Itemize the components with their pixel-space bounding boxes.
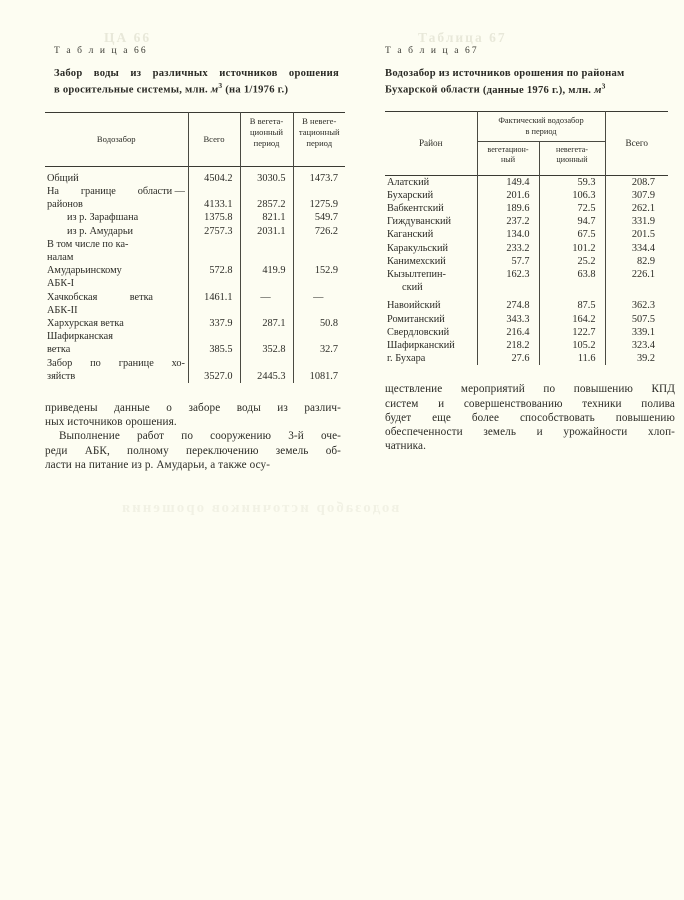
word: и (438, 397, 445, 410)
table-67-row-district-continuation: ский (402, 282, 423, 294)
table-66-cell-nonvegetation: 1081.7 (293, 370, 345, 383)
word: данные (114, 401, 150, 414)
table-row (385, 352, 668, 365)
table-row (385, 313, 668, 326)
table-66-cell-vegetation: 2857.2 (240, 198, 293, 211)
table-67-row-district: Каганский (387, 229, 434, 241)
table-67-cell-nonvegetation: 63.8 (539, 268, 605, 281)
table-66-cell-total (188, 277, 240, 290)
table-67-cell-empty (605, 281, 668, 294)
table-67-cell-total: 262.1 (605, 202, 668, 215)
table-67-head (385, 111, 668, 175)
table-67-cell-total: 39.2 (605, 352, 668, 365)
word: воды (236, 401, 261, 414)
bleed-through-left: ЦА 66 (104, 30, 152, 45)
table-67-row-district: Гиждуванский (387, 216, 451, 228)
table-66-cell-vegetation (240, 357, 293, 370)
table-66-cell-nonvegetation: 50.8 (293, 317, 345, 330)
table-66 (45, 112, 345, 383)
table-66-cell-total: 3527.0 (188, 370, 240, 383)
paragraph-3-line-1 (385, 382, 675, 396)
table-66-cell-nonvegetation: 549.7 (293, 211, 345, 224)
paragraph-2-line-1 (45, 429, 341, 443)
table-67-body (385, 175, 668, 365)
table-67-cell-total: 339.1 (605, 326, 668, 339)
table-67-header-nonvegetation (539, 141, 605, 175)
table-67-caption (385, 67, 675, 98)
word: по (90, 357, 101, 369)
table-66-cell-vegetation (240, 304, 293, 317)
paragraph-3 (385, 382, 675, 453)
table-67-header-group (477, 111, 605, 141)
table-66-row-label: Общий (47, 172, 79, 184)
table-66-cell-total (188, 185, 240, 198)
word: о (166, 401, 172, 414)
table-66-cell-vegetation (240, 251, 293, 264)
table-66-header-waterintake: Водозабор (96, 133, 136, 144)
word: оче- (320, 430, 341, 443)
table-row (45, 198, 345, 211)
word: границе (118, 357, 154, 369)
table-66-cell-vegetation: — (240, 291, 293, 304)
table-66-unit-exp: 3 (218, 81, 223, 91)
word: сооружению (210, 430, 272, 443)
table-67-cell-total: 362.3 (605, 299, 668, 312)
table-67-cell-vegetation: 218.2 (477, 339, 539, 352)
hdr67-veg-l2: ный (500, 155, 516, 165)
table-66-cell-nonvegetation: 32.7 (293, 343, 345, 356)
table-67-cell-nonvegetation: 106.3 (539, 189, 605, 202)
word: и (536, 425, 543, 438)
table-67-header-vegetation (477, 141, 539, 175)
table-66-cell-total (188, 238, 240, 251)
word: переключению (186, 444, 259, 457)
table-row (45, 291, 345, 304)
table-66-row-label (45, 357, 188, 370)
hdr-nonveg-l3: период (306, 138, 333, 149)
word: обеспеченности (385, 425, 463, 438)
table-67-cell-total: 507.5 (605, 313, 668, 326)
table-66-cell-nonvegetation (293, 330, 345, 343)
word: урожайности (563, 425, 628, 438)
word: мероприятий (460, 383, 525, 396)
table-66-row-label: АБК-II (47, 304, 78, 316)
word: Хачкобская (47, 291, 98, 303)
table-67-cell-nonvegetation: 122.7 (539, 326, 605, 339)
table-66-unit-m: м (210, 84, 219, 96)
table-66-cell-vegetation (240, 185, 293, 198)
table-67-cell-vegetation: 27.6 (477, 352, 539, 365)
word: области — (137, 185, 185, 197)
paragraph-1-line-2: ных источников орошения. (45, 416, 177, 429)
table-row (45, 238, 345, 251)
right-column (385, 0, 675, 453)
table-67 (385, 111, 668, 366)
table-67-cell-vegetation: 343.3 (477, 313, 539, 326)
table-67-cell-vegetation: 237.2 (477, 215, 539, 228)
table-66-cell-nonvegetation (293, 277, 345, 290)
table-66-cell-vegetation: 2445.3 (240, 370, 293, 383)
table-66-cell-vegetation: 287.1 (240, 317, 293, 330)
table-66-row-label: Хархурская ветка (47, 317, 124, 329)
table-67-cell-nonvegetation: 101.2 (539, 242, 605, 255)
table-67-row-district: Канимехский (387, 255, 446, 267)
hdr-nonveg-l2: тационный (298, 127, 340, 138)
table-row (45, 317, 345, 330)
table-67-caption-line1: Водозабор из источников орошения (385, 68, 564, 79)
table-66-caption-line2b: (на 1/1976 г.) (222, 84, 289, 96)
table-67-cell-total: 331.9 (605, 215, 668, 228)
paragraph-3-line-4 (385, 425, 675, 439)
table-67-cell-vegetation: 134.0 (477, 228, 539, 241)
table-row (385, 228, 668, 241)
table-67-row-district: Вабкентский (387, 202, 444, 214)
word: еще (432, 411, 451, 424)
word: границе (80, 185, 116, 197)
word: способствовать (519, 411, 595, 424)
word: На (47, 185, 60, 197)
word: по (543, 383, 556, 396)
table-67-cell-total: 82.9 (605, 255, 668, 268)
table-66-cell-total (188, 251, 240, 264)
table-67-unit-m: м (594, 84, 602, 96)
paragraph-2-line-2 (45, 444, 341, 458)
paragraph-2 (45, 429, 341, 472)
table-66-cell-vegetation: 2031.1 (240, 225, 293, 238)
table-66-cell-total (188, 304, 240, 317)
table-67-cell-vegetation: 216.4 (477, 326, 539, 339)
table-row (385, 255, 668, 268)
table-66-caption-line1: Забор воды из различных источников орошения (54, 68, 339, 79)
table-row (385, 175, 668, 189)
table-66-cell-total: 4133.1 (188, 198, 240, 211)
table-67-number: Т а б л и ц а 67 (385, 46, 479, 56)
bleed-through-right: Таблица 67 (418, 30, 507, 45)
table-66-row-label (45, 291, 188, 304)
word: заборе (188, 401, 221, 414)
table-67-row-district: Кызылтепин- (387, 268, 446, 280)
word: повышению (573, 383, 633, 396)
bleed-through-middle: водозабор источников орошения (120, 500, 400, 516)
hdr-nonveg-l1: В невеге- (302, 115, 337, 126)
word: хлоп- (648, 425, 675, 438)
table-66-cell-total: 1461.1 (188, 291, 240, 304)
table-66-cell-nonvegetation: 152.9 (293, 264, 345, 277)
table-66-cell-total: 2757.3 (188, 225, 240, 238)
paragraph-1-line-1 (45, 401, 341, 415)
table-row (45, 166, 345, 185)
table-66-cell-vegetation: 821.1 (240, 211, 293, 224)
table-67-row-district: Шафирканский (387, 339, 455, 351)
table-67-caption-line3a: (данные 1976 г.), млн. (482, 84, 595, 96)
table-66-cell-vegetation (240, 330, 293, 343)
table-67-cell-total: 201.5 (605, 228, 668, 241)
table-row (385, 339, 668, 352)
table-66-row-label: налам (47, 251, 74, 263)
table-66-row-label: зяйств (47, 370, 76, 382)
table-66-row-label: ветка (47, 344, 71, 356)
table-66-header-vegetation (240, 112, 293, 166)
table-66-row-label: Амударьинскому (47, 265, 122, 277)
table-67-cell-vegetation: 162.3 (477, 268, 539, 281)
table-67-cell-vegetation: 274.8 (477, 299, 539, 312)
table-66-cell-total (188, 330, 240, 343)
table-row (385, 242, 668, 255)
word: хо- (171, 357, 185, 369)
table-row (45, 330, 345, 343)
table-67-row-district: г. Бухара (387, 353, 426, 365)
table-67-row-district: Свердловский (387, 326, 450, 338)
table-66-header-total: Всего (188, 112, 240, 166)
table-66-row-label: В том числе по ка- (47, 238, 129, 250)
table-67-cell-vegetation: 233.2 (477, 242, 539, 255)
hdr-veg-l2: ционный (249, 127, 284, 138)
table-66-row-label (45, 185, 188, 198)
hdr67-nonveg-l2: ционный (556, 155, 588, 165)
table-row (45, 357, 345, 370)
table-row (45, 304, 345, 317)
table-66-number: Т а б л и ц а 66 (54, 46, 148, 56)
table-67-row-district: Ромитанский (387, 313, 445, 325)
word: Забор (47, 357, 73, 369)
table-row (385, 268, 668, 281)
table-66-cell-vegetation (240, 277, 293, 290)
table-row (45, 370, 345, 383)
word: АБК, (84, 444, 110, 457)
table-66-cell-nonvegetation: — (293, 291, 345, 304)
table-67-cell-nonvegetation: 72.5 (539, 202, 605, 215)
paragraph-3-line-2 (385, 397, 675, 411)
hdr67-nonveg-l1: невегета- (555, 144, 589, 154)
paragraph-2-line-3: ласти на питание из р. Амударьи, а также осу- (45, 458, 271, 471)
hdr-veg-l1: В вегета- (249, 115, 284, 126)
word: об- (325, 444, 341, 457)
table-67-cell-nonvegetation: 67.5 (539, 228, 605, 241)
left-column (45, 0, 345, 472)
table-67-cell-nonvegetation: 11.6 (539, 352, 605, 365)
table-67-row-district: Каракульский (387, 242, 449, 254)
table-row (45, 277, 345, 290)
word: КПД (651, 383, 675, 396)
table-row (385, 189, 668, 202)
table-row (385, 202, 668, 215)
table-row (45, 264, 345, 277)
table-67-row-district: Алатский (387, 176, 430, 188)
word: ществление (385, 383, 443, 396)
table-67-cell-vegetation: 201.6 (477, 189, 539, 202)
table-66-row-label: районов (47, 199, 83, 211)
word: более (471, 411, 500, 424)
table-67-cell-total: 323.4 (605, 339, 668, 352)
table-66-body (45, 166, 345, 383)
table-66-row-label: из р. Амударьи (67, 225, 134, 237)
table-66-row-label: Шафирканская (47, 331, 113, 343)
table-row (45, 225, 345, 238)
table-66-cell-total: 4504.2 (188, 166, 240, 185)
table-66-head (45, 112, 345, 166)
table-66-row-label: из р. Зарафшана (67, 212, 139, 224)
table-67-cell-vegetation: 189.6 (477, 202, 539, 215)
table-66-cell-nonvegetation: 726.2 (293, 225, 345, 238)
table-row (385, 326, 668, 339)
table-row (385, 215, 668, 228)
table-66-cell-total (188, 357, 240, 370)
table-67-unit-exp: 3 (601, 81, 606, 91)
word: приведены (45, 401, 98, 414)
table-67-cell-total: 334.4 (605, 242, 668, 255)
paragraph-3-line-3 (385, 411, 675, 425)
right-paragraphs (385, 382, 675, 453)
table-row (45, 211, 345, 224)
word: полива (641, 397, 675, 410)
hdr-group-l2: в период (525, 126, 557, 136)
table-row-continuation (385, 281, 668, 294)
table-66-cell-nonvegetation (293, 304, 345, 317)
table-67-cell-total: 307.9 (605, 189, 668, 202)
table-67-cell-vegetation: 57.7 (477, 255, 539, 268)
table-66-caption-line2a: в оросительные системы, млн. (54, 84, 211, 96)
word: из (277, 401, 288, 414)
table-67-header-district: Район (418, 138, 443, 149)
table-66-cell-total: 1375.8 (188, 211, 240, 224)
word: систем (385, 397, 419, 410)
word: совершенствованию (463, 397, 563, 410)
table-66-caption (45, 67, 339, 98)
table-67-cell-vegetation: 149.4 (477, 175, 539, 189)
word: земель (275, 444, 309, 457)
table-66-cell-total: 337.9 (188, 317, 240, 330)
table-67-cell-nonvegetation: 59.3 (539, 175, 605, 189)
word: работ (137, 430, 165, 443)
table-66-cell-nonvegetation: 1275.9 (293, 198, 345, 211)
word: техники (582, 397, 622, 410)
paragraph-1 (45, 401, 341, 429)
table-row (45, 343, 345, 356)
table-67-cell-nonvegetation: 25.2 (539, 255, 605, 268)
table-66-row-label: АБК-I (47, 278, 75, 290)
word: различ- (304, 401, 341, 414)
word: земель (483, 425, 517, 438)
table-67-cell-empty (539, 281, 605, 294)
word: ветка (129, 291, 153, 303)
table-66-header-nonvegetation (293, 112, 345, 166)
word: полному (127, 444, 169, 457)
table-66-cell-vegetation: 3030.5 (240, 166, 293, 185)
hdr-veg-l3: период (253, 138, 280, 149)
table-67-cell-nonvegetation: 94.7 (539, 215, 605, 228)
table-66-cell-nonvegetation (293, 238, 345, 251)
table-row (45, 251, 345, 264)
table-67-header-total: Всего (605, 111, 668, 175)
left-paragraphs (45, 401, 341, 472)
hdr67-veg-l1: вегетацион- (487, 144, 529, 154)
table-67-row-district: Бухарский (387, 189, 434, 201)
word: реди (45, 444, 68, 457)
table-66-cell-vegetation: 352.8 (240, 343, 293, 356)
hdr-group-l1: Фактический водозабор (498, 115, 584, 125)
table-66-cell-nonvegetation (293, 185, 345, 198)
table-67-cell-nonvegetation: 105.2 (539, 339, 605, 352)
table-66-cell-vegetation (240, 238, 293, 251)
table-66-cell-total: 572.8 (188, 264, 240, 277)
table-67-cell-nonvegetation: 87.5 (539, 299, 605, 312)
paragraph-3-line-5: чатника. (385, 440, 426, 453)
table-67-cell-nonvegetation: 164.2 (539, 313, 605, 326)
table-67-cell-total: 208.7 (605, 175, 668, 189)
word: повышению (615, 411, 675, 424)
table-67-row-district: Навоийский (387, 300, 441, 312)
table-67-caption-line2: по районам Бухарской области (385, 68, 625, 96)
table-66-cell-vegetation: 419.9 (240, 264, 293, 277)
table-66-cell-nonvegetation (293, 357, 345, 370)
table-66-cell-total: 385.5 (188, 343, 240, 356)
table-66-cell-nonvegetation (293, 251, 345, 264)
word: по (181, 430, 194, 443)
table-66-cell-nonvegetation: 1473.7 (293, 166, 345, 185)
word: Выполнение (59, 430, 120, 443)
table-67-cell-total: 226.1 (605, 268, 668, 281)
table-row (45, 185, 345, 198)
table-67-cell-empty (477, 281, 539, 294)
table-row (385, 299, 668, 312)
word: 3-й (288, 430, 304, 443)
word: будет (385, 411, 412, 424)
